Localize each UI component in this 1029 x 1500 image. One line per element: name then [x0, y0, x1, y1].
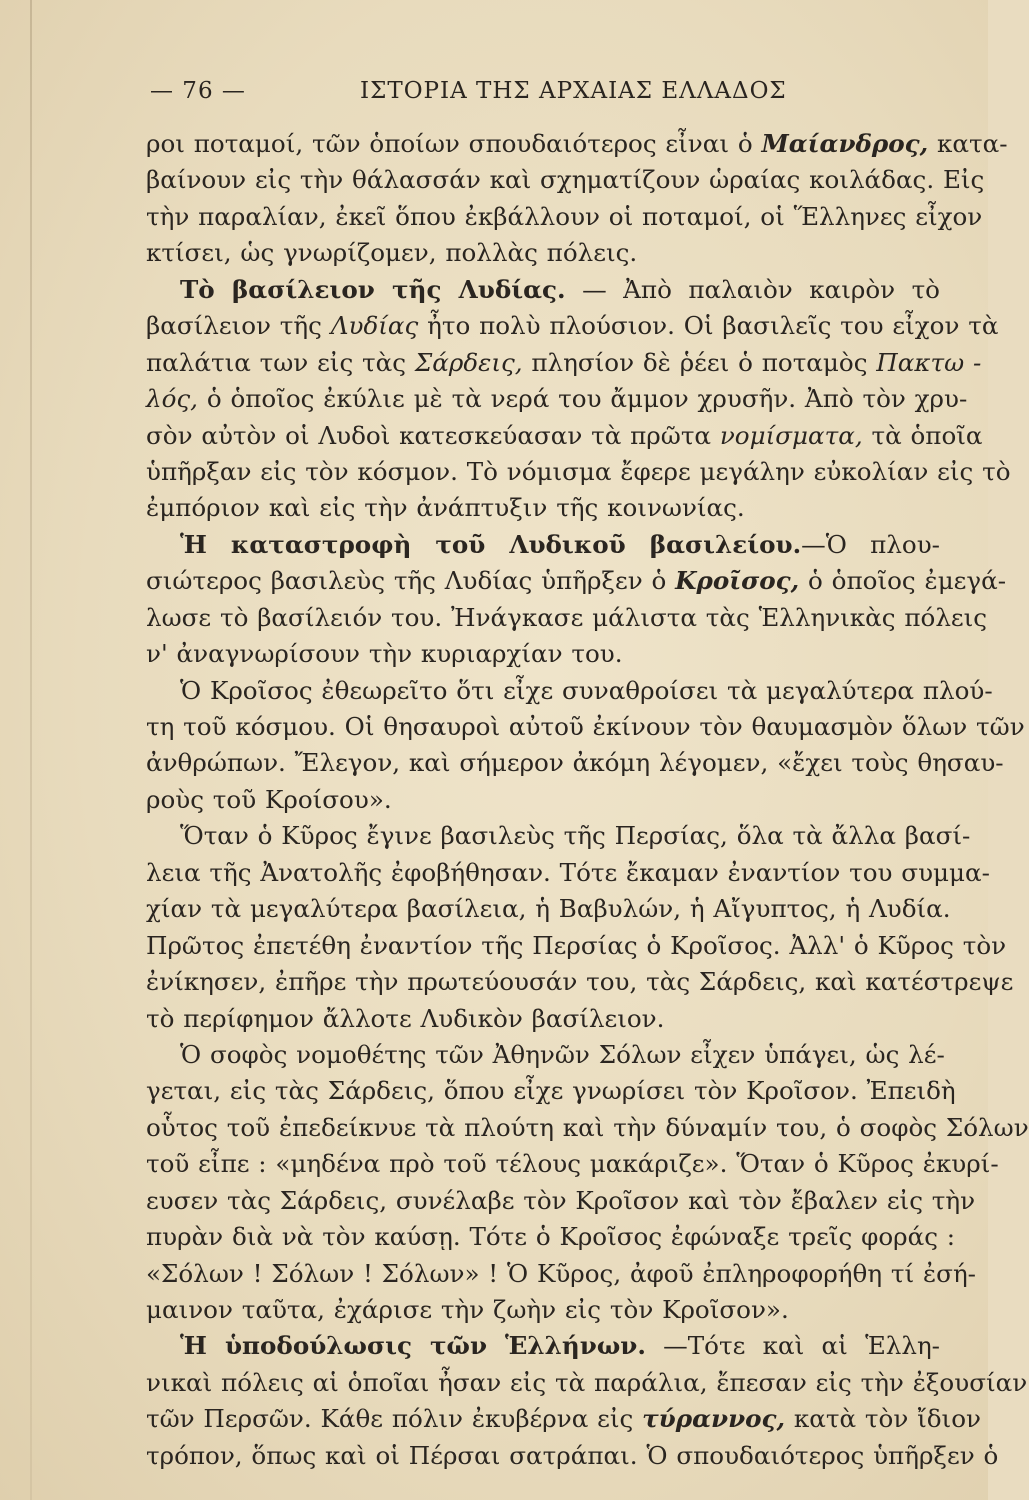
text-span: τὰ ὁποῖα	[862, 420, 983, 450]
text-span: σιώτερος βασιλεὺς τῆς Λυδίας ὑπῆρξεν ὁ	[146, 566, 676, 596]
text-line: πυρὰν διὰ νὰ τὸν καύσῃ. Τότε ὁ Κροῖσος ἐφώναξε τρεῖς φοράς :	[146, 1222, 956, 1252]
page-number: — 76 —	[150, 78, 246, 104]
running-title: ΙΣΤΟΡΙΑ ΤΗΣ ΑΡΧΑΙΑΣ ΕΛΛΑΔΟΣ	[360, 78, 787, 104]
emphasis-term: τύραννος,	[642, 1404, 786, 1434]
body-text	[146, 126, 1029, 1474]
text-span: —Τότε καὶ αἱ Ἑλλη-	[645, 1331, 940, 1361]
text-line: χίαν τὰ μεγαλύτερα βασίλεια, ἡ Βαβυλών, ἡ Αἴγυπτος, ἡ Λυδία.	[146, 894, 951, 924]
text-span: παλάτια των εἰς τὰς	[146, 347, 415, 377]
emphasis-term: Λυδίας	[330, 311, 419, 341]
emphasis-term: Μαίανδρος,	[761, 129, 929, 158]
text-span: ὁ ὁποῖος ἐμεγά-	[799, 566, 1007, 596]
text-line: ἀνθρώπων. Ἔλεγον, καὶ σήμερον ἀκόμη λέγομεν, «ἔχει τοὺς θησαυ-	[146, 748, 1004, 778]
text-span: πλησίον δὲ ῥέει ὁ ποταμὸς	[522, 347, 877, 377]
text-line: βαίνουν εἰς τὴν θάλασσάν καὶ σχηματίζουν ὡραίας κοιλάδας. Εἰς	[146, 165, 985, 195]
text-span: τῶν Περσῶν. Κάθε πόλιν ἐκυβέρνα εἰς	[146, 1404, 643, 1434]
section-heading: Ἡ ὑποδούλωσις τῶν Ἑλλήνων.	[180, 1331, 646, 1361]
text-line: κτίσει, ὡς γνωρίζομεν, πολλὰς πόλεις.	[146, 238, 638, 268]
section-heading-line	[146, 527, 940, 563]
text-line: τρόπον, ὅπως καὶ οἱ Πέρσαι σατράπαι. Ὁ σπουδαιότερος ὑπῆρξεν ὁ	[146, 1440, 999, 1470]
text-line: Ὅταν ὁ Κῦρος ἔγινε βασιλεὺς τῆς Περσίας, ὅλα τὰ ἄλλα βασί-	[180, 821, 971, 851]
section-heading: Τὸ βασίλειον τῆς Λυδίας.	[180, 274, 566, 304]
text-span: ροι ποταμοί, τῶν ὁποίων σπουδαιότερος εἶναι ὁ	[146, 129, 762, 158]
text-line: τοῦ εἶπε : «μηδένα πρὸ τοῦ τέλους μακάριζε». Ὅταν ὁ Κῦρος ἐκυρί-	[146, 1149, 999, 1179]
section-heading-line	[146, 1328, 940, 1364]
text-line	[146, 563, 1007, 599]
text-line: Πρῶτος ἐπετέθη ἐναντίον τῆς Περσίας ὁ Κροῖσος. Ἀλλ' ὁ Κῦρος τὸν	[146, 930, 1007, 960]
text-line: τὴν παραλίαν, ἐκεῖ ὅπου ἐκβάλλουν οἱ ποταμοί, οἱ Ἕλληνες εἶχον	[146, 201, 983, 231]
text-line: ν' ἀναγνωρίσουν τὴν κυριαρχίαν του.	[146, 639, 623, 669]
text-line: ροὺς τοῦ Κροίσου».	[146, 784, 392, 814]
text-line: ἐνίκησεν, ἐπῆρε τὴν πρωτεύουσάν του, τὰς Σάρδεις, καὶ κατέστρεψε	[146, 967, 1014, 997]
text-span: ἦτο πολὺ πλούσιον. Οἱ βασιλεῖς του εἶχον τὰ	[418, 311, 999, 341]
text-line	[146, 126, 1008, 162]
emphasis-term: Πακτω -	[876, 347, 982, 377]
running-header	[150, 78, 890, 118]
text-span: κατὰ τὸν ἴδιον	[785, 1404, 981, 1434]
text-line: ευσεν τὰς Σάρδεις, συνέλαβε τὸν Κροῖσον καὶ τὸν ἔβαλεν εἰς τὴν	[146, 1185, 976, 1215]
text-line: μαινον ταῦτα, ἐχάρισε τὴν ζωὴν εἰς τὸν Κροῖσον».	[146, 1295, 789, 1324]
text-line	[146, 308, 999, 344]
emphasis-term: Κροῖσος,	[675, 566, 800, 596]
text-line: οὗτος τοῦ ἐπεδείκνυε τὰ πλούτη καὶ τὴν δύναμίν του, ὁ σοφὸς Σόλων	[146, 1112, 1029, 1142]
text-span: — Ἀπὸ παλαιὸν καιρὸν τὸ	[565, 274, 940, 304]
text-span: ὁ ὁποῖος ἐκύλιε μὲ τὰ νερά του ἄμμον χρυσῆν. Ἀπὸ τὸν χρυ-	[198, 384, 968, 414]
text-line: τὸ περίφημον ἄλλοτε Λυδικὸν βασίλειον.	[146, 1003, 665, 1033]
text-line: τη τοῦ κόσμου. Οἱ θησαυροὶ αὐτοῦ ἐκίνουν τὸν θαυμασμὸν ὅλων τῶν	[146, 712, 1025, 741]
text-line: λωσε τὸ βασίλειόν του. Ἠνάγκασε μάλιστα τὰς Ἑλληνικὰς πόλεις	[146, 602, 988, 632]
text-span: βασίλειον τῆς	[146, 311, 331, 341]
emphasis-term: λός,	[146, 384, 198, 414]
text-span: σὸν αὐτὸν οἱ Λυδοὶ κατεσκεύασαν τὰ πρῶτα	[146, 420, 720, 450]
text-line	[146, 345, 982, 381]
text-line: γεται, εἰς τὰς Σάρδεις, ὅπου εἶχε γνωρίσει τὸν Κροῖσον. Ἐπειδὴ	[146, 1076, 956, 1106]
text-line: Ὁ Κροῖσος ἐθεωρεῖτο ὅτι εἶχε συναθροίσει τὰ μεγαλύτερα πλού-	[180, 675, 993, 705]
text-span: —Ὁ πλου-	[801, 529, 940, 559]
emphasis-term: Σάρδεις,	[414, 347, 523, 377]
emphasis-term: νομίσματα,	[719, 420, 863, 450]
text-line: «Σόλων ! Σόλων ! Σόλων» ! Ὁ Κῦρος, ἀφοῦ ἐπληροφορήθη τί ἐσή-	[146, 1258, 976, 1288]
section-heading: Ἡ καταστροφὴ τοῦ Λυδικοῦ βασιλείου.	[180, 529, 802, 559]
text-line: νικαὶ πόλεις αἱ ὁποῖαι ἦσαν εἰς τὰ παράλια, ἔπεσαν εἰς τὴν ἐξουσίαν	[146, 1367, 1028, 1397]
text-line	[146, 1401, 981, 1437]
text-span: κατα-	[928, 129, 1008, 158]
text-line	[146, 381, 968, 417]
section-heading-line	[146, 272, 940, 308]
text-line: ὑπῆρξαν εἰς τὸν κόσμον. Τὸ νόμισμα ἔφερε μεγάλην εὐκολίαν εἰς τὸ	[146, 456, 1011, 486]
page-binding-edge	[30, 0, 32, 1500]
text-line: Ὁ σοφὸς νομοθέτης τῶν Ἀθηνῶν Σόλων εἶχεν ὑπάγει, ὡς λέ-	[180, 1039, 945, 1069]
text-line	[146, 418, 983, 454]
text-line: λεια τῆς Ἀνατολῆς ἐφοβήθησαν. Τότε ἔκαμαν ἐναντίον του συμμα-	[146, 857, 990, 887]
text-line: ἐμπόριον καὶ εἰς τὴν ἀνάπτυξιν τῆς κοινωνίας.	[146, 493, 745, 523]
